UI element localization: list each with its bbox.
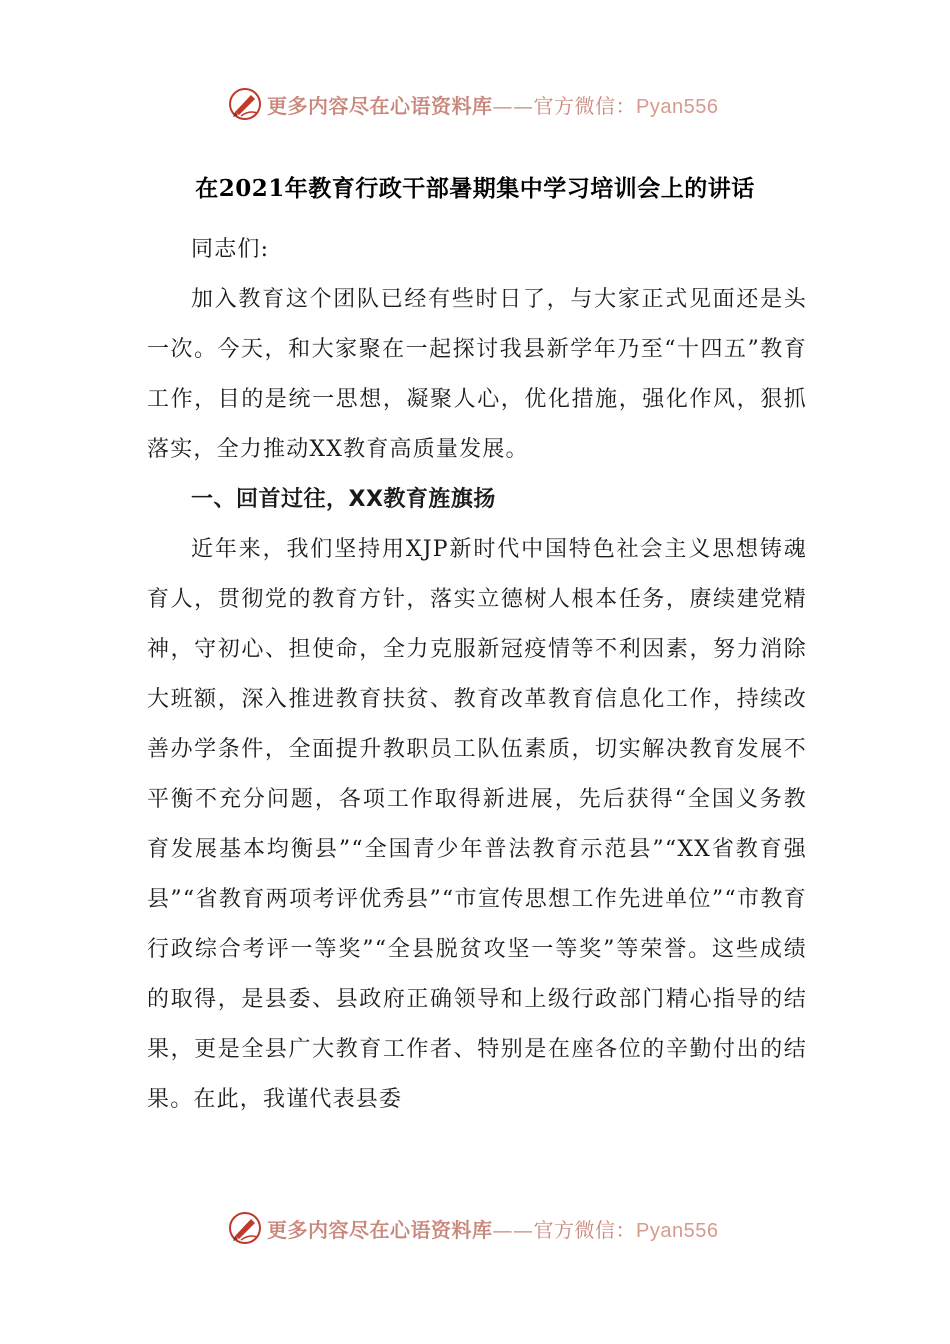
watermark-wechat-label: 官方微信： bbox=[533, 1217, 636, 1242]
document-title: 在2021年教育行政干部暑期集中学习培训会上的讲话 bbox=[195, 175, 755, 202]
watermark-text bbox=[267, 1214, 718, 1243]
watermark-wechat-id: Pyan556 bbox=[636, 1219, 719, 1242]
watermark-separator: —— bbox=[492, 93, 534, 118]
watermark-site-text: 更多内容尽在心语资料库 bbox=[267, 1217, 493, 1242]
watermark-wechat-id: Pyan556 bbox=[636, 95, 719, 118]
pen-logo-icon bbox=[227, 86, 263, 122]
watermark-banner-top bbox=[227, 82, 718, 126]
intro-paragraph: 加入教育这个团队已经有些时日了，与大家正式见面还是头一次。今天，和大家聚在一起探讨我县新学年乃至“十四五”教育工作，目的是统一思想，凝聚人心，优化措施，强化作风，狠抓落实，全力推动XX教育高质量发展。 bbox=[147, 287, 807, 462]
section-heading: 一、回首过往，XX教育旌旗扬 bbox=[191, 487, 496, 512]
watermark-site-text: 更多内容尽在心语资料库 bbox=[267, 93, 493, 118]
salutation: 同志们: bbox=[191, 237, 270, 262]
watermark-text bbox=[267, 90, 718, 119]
section-paragraph: 近年来，我们坚持用XJP新时代中国特色社会主义思想铸魂育人，贯彻党的教育方针，落实立德树人根本任务，赓续建党精神，守初心、担使命，全力克服新冠疫情等不利因素，努力消除大班额，深入推进教育扶贫、教育改革教育信息化工作，持续改善办学条件，全面提升教职员工队伍素质，切实解决教育发展不平衡不充分问题，各项工作取得新进展，先后获得“全国义务教育发展基本均衡县”“全国青少年普法教育示范县”“XX省教育强县”“省教育两项考评优秀县”“市宣传思想工作先进单位”“市教育行政综合考评一等奖”“全县脱贫攻坚一等奖”等荣誉。这些成绩的取得，是县委、县政府正确领导和上级行政部门精心指导的结果，更是全县广大教育工作者、特别是在座各位的辛勤付出的结果。在此，我谨代表县委 bbox=[147, 537, 807, 1112]
watermark-separator: —— bbox=[492, 1217, 534, 1242]
pen-logo-icon bbox=[227, 1210, 263, 1246]
document-body bbox=[147, 225, 807, 1125]
watermark-wechat-label: 官方微信： bbox=[533, 93, 636, 118]
watermark-banner-bottom bbox=[227, 1206, 718, 1250]
